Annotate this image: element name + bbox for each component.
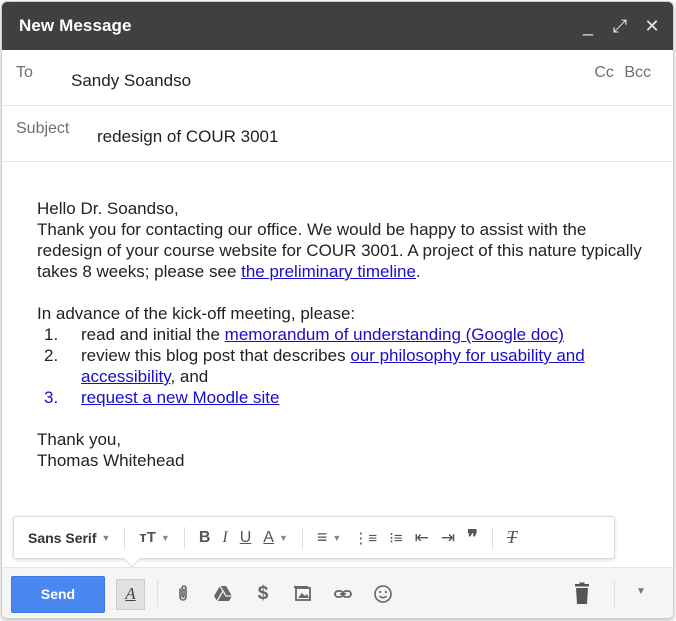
bold-button[interactable]: B — [198, 528, 211, 546]
divider — [614, 581, 615, 607]
message-body[interactable] — [37, 198, 647, 471]
chevron-down-icon: ▼ — [101, 532, 111, 543]
bcc-link[interactable]: Bcc — [624, 64, 651, 81]
italic-button[interactable]: I — [222, 528, 228, 546]
list-after: , and — [170, 367, 209, 386]
cc-bcc-links — [594, 64, 651, 82]
action-list — [37, 324, 647, 408]
timeline-link[interactable]: the preliminary timeline — [241, 262, 416, 281]
cc-link[interactable]: Cc — [594, 64, 614, 81]
minimize-icon[interactable]: _ — [582, 16, 593, 36]
quote-icon[interactable]: ❞ — [467, 527, 478, 549]
remove-formatting-icon[interactable]: T — [506, 527, 517, 547]
subject-row[interactable] — [2, 106, 673, 162]
font-select-label: Sans Serif — [28, 529, 97, 546]
font-size-button[interactable] — [139, 525, 169, 551]
align-button[interactable] — [317, 525, 341, 551]
list-text: review this blog post that describes — [81, 346, 351, 365]
divider — [184, 527, 185, 549]
moodle-link[interactable]: request a new Moodle site — [81, 388, 280, 407]
underline-button[interactable]: U — [239, 528, 252, 546]
send-button[interactable]: Send — [11, 576, 105, 613]
greeting: Hello Dr. Soandso, — [37, 199, 179, 218]
list-number: 3. — [44, 388, 59, 407]
align-icon: ≡ — [316, 527, 328, 547]
emoji-icon[interactable] — [370, 580, 396, 608]
compose-title: New Message — [19, 16, 132, 35]
more-options-chevron-icon[interactable]: ▼ — [636, 586, 646, 597]
compose-window — [1, 1, 674, 619]
discard-draft-icon[interactable] — [572, 582, 592, 606]
popout-icon[interactable]: ⤢ — [612, 16, 628, 36]
send-money-icon[interactable]: $ — [257, 583, 269, 604]
text-size-icon: тT — [139, 529, 156, 546]
subject-label: Subject — [16, 120, 70, 137]
list-text: read and initial the — [81, 325, 225, 344]
paragraph-1 — [37, 219, 647, 282]
window-controls — [579, 17, 661, 35]
chevron-down-icon: ▼ — [278, 532, 288, 543]
insert-photo-icon[interactable] — [290, 580, 316, 608]
closing: Thank you, — [37, 430, 122, 449]
drive-icon[interactable] — [210, 580, 236, 608]
list-item — [37, 345, 647, 387]
chevron-down-icon: ▼ — [332, 532, 342, 543]
font-select[interactable] — [28, 525, 110, 551]
formatting-toolbar — [13, 516, 615, 559]
indent-more-icon[interactable]: ⇥ — [440, 527, 456, 547]
philosophy-link[interactable]: our philosophy for usability and accessibility — [81, 346, 585, 386]
paragraph-1-end: . — [415, 262, 421, 281]
text-color-button[interactable] — [263, 525, 288, 551]
list-number: 2. — [44, 346, 59, 365]
mou-link[interactable]: memorandum of understanding (Google doc) — [224, 325, 564, 344]
divider — [124, 527, 125, 549]
list-item — [37, 387, 647, 408]
divider — [492, 527, 493, 549]
toolbar-pointer — [124, 551, 141, 568]
list-number: 1. — [44, 325, 59, 344]
formatting-options-icon[interactable]: A — [116, 579, 145, 610]
text-color-icon: A — [263, 528, 274, 546]
insert-link-icon[interactable] — [330, 580, 356, 608]
paragraph-1-text: Thank you for contacting our office. We would be happy to assist with the redesign of your course website for COUR 3001. A project of this nature typically takes 8 weeks; please see — [37, 220, 642, 281]
compose-actions-bar — [2, 567, 673, 619]
compose-titlebar[interactable] — [2, 2, 673, 50]
signature: Thomas Whitehead — [37, 451, 185, 470]
spacer — [37, 408, 647, 429]
spacer — [37, 282, 647, 303]
recipients-row[interactable] — [2, 50, 673, 106]
intro-line: In advance of the kick-off meeting, please: — [37, 304, 356, 323]
numbered-list-icon[interactable]: ⋮≡ — [353, 529, 378, 547]
attach-icon[interactable] — [170, 580, 196, 608]
to-field[interactable]: Sandy Soandso — [71, 71, 192, 90]
chevron-down-icon: ▼ — [160, 532, 170, 543]
list-item — [37, 324, 647, 345]
divider — [302, 527, 303, 549]
close-icon[interactable]: ✕ — [644, 16, 660, 36]
to-label: To — [16, 64, 33, 81]
divider — [157, 581, 158, 607]
indent-less-icon[interactable]: ⇤ — [414, 527, 429, 547]
subject-field[interactable]: redesign of COUR 3001 — [97, 127, 279, 146]
bulleted-list-icon[interactable]: ⁝≡ — [389, 529, 403, 547]
